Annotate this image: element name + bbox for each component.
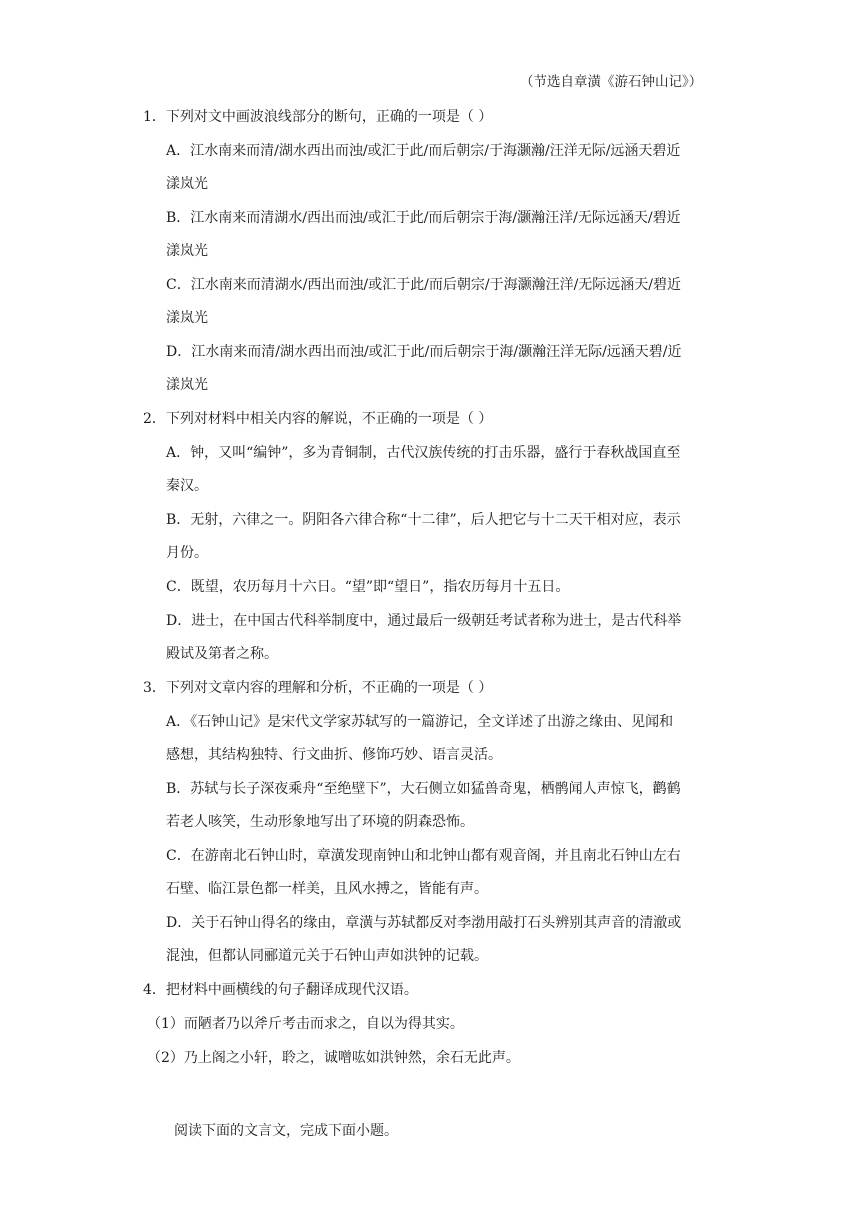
option-b-cont: 漾岚光 [166,243,208,259]
question-stem: 3．下列对文章内容的理解和分析，不正确的一项是（ ） [143,680,493,696]
option-d-cont: 混浊，但都认同郦道元关于石钟山声如洪钟的记载。 [166,948,488,964]
option-c-cont: 漾岚光 [166,310,208,326]
option-d: D．江水南来而清/湖水西出而浊/或汇于此/而后朝宗于海/灏瀚汪洋无际/远涵天碧/近 [166,344,682,360]
option-a: A．江水南来而清/湖水西出而浊/或汇于此/而后朝宗/于海灏瀚/汪洋无际/远涵天碧近 [166,143,681,159]
source-citation: （节选自章潢《游石钟山记》） [520,74,703,90]
option-c: C．既望，农历每月十六日。“望”即“望日”，指农历每月十五日。 [166,579,570,595]
option-b: B．无射，六律之一。阴阳各六律合称“十二律”，后人把它与十二天干相对应，表示 [166,512,681,528]
option-b-cont: 若老人咳笑，生动形象地写出了环境的阴森恐怖。 [166,814,474,830]
option-a: A．《石钟山记》是宋代文学家苏轼写的一篇游记，全文详述了出游之缘由、见闻和 [166,714,674,730]
option-a-cont: 秦汉。 [166,478,208,494]
option-b-cont: 月份。 [166,545,208,561]
option-c: C．江水南来而清湖水/西出而浊/或汇于此/而后朝宗/于海灏瀚汪洋/无际远涵天/碧近 [166,277,682,293]
question-stem: 1．下列对文中画波浪线部分的断句，正确的一项是（ ） [143,109,493,125]
reading-instruction: 阅读下面的文言文，完成下面小题。 [174,1123,398,1139]
option-c-cont: 石壁、临江景色都一样美，且风水搏之，皆能有声。 [166,881,488,897]
translation-item-1: （1）而陋者乃以斧斤考击而求之，自以为得其实。 [147,1016,464,1032]
option-c: C．在游南北石钟山时，章潢发现南钟山和北钟山都有观音阁，并且南北石钟山左右 [166,848,681,864]
option-b: B．苏轼与长子深夜乘舟“至绝壁下”，大石侧立如猛兽奇鬼，栖鹘闻人声惊飞，鹳鹤 [166,781,681,797]
option-d-cont: 漾岚光 [166,377,208,393]
option-d-cont: 殿试及第者之称。 [166,646,278,662]
translation-item-2: （2）乃上阁之小轩，聆之，诚噌吰如洪钟然，余石无此声。 [147,1050,520,1066]
question-stem: 4．把材料中画横线的句子翻译成现代汉语。 [143,982,418,998]
option-b: B．江水南来而清湖水/西出而浊/或汇于此/而后朝宗于海/灏瀚汪洋/无际远涵天/碧近 [166,210,681,226]
option-a-cont: 漾岚光 [166,176,208,192]
option-d: D．进士，在中国古代科举制度中，通过最后一级朝廷考试者称为进士，是古代科举 [166,613,682,629]
option-a-cont: 感想，其结构独特、行文曲折、修饰巧妙、语言灵活。 [166,747,502,763]
option-a: A．钟，又叫“编钟”，多为青铜制，古代汉族传统的打击乐器，盛行于春秋战国直至 [166,445,681,461]
question-stem: 2．下列对材料中相关内容的解说，不正确的一项是（ ） [143,411,493,427]
option-d: D．关于石钟山得名的缘由，章潢与苏轼都反对李渤用敲打石头辨别其声音的清澈或 [166,915,682,931]
